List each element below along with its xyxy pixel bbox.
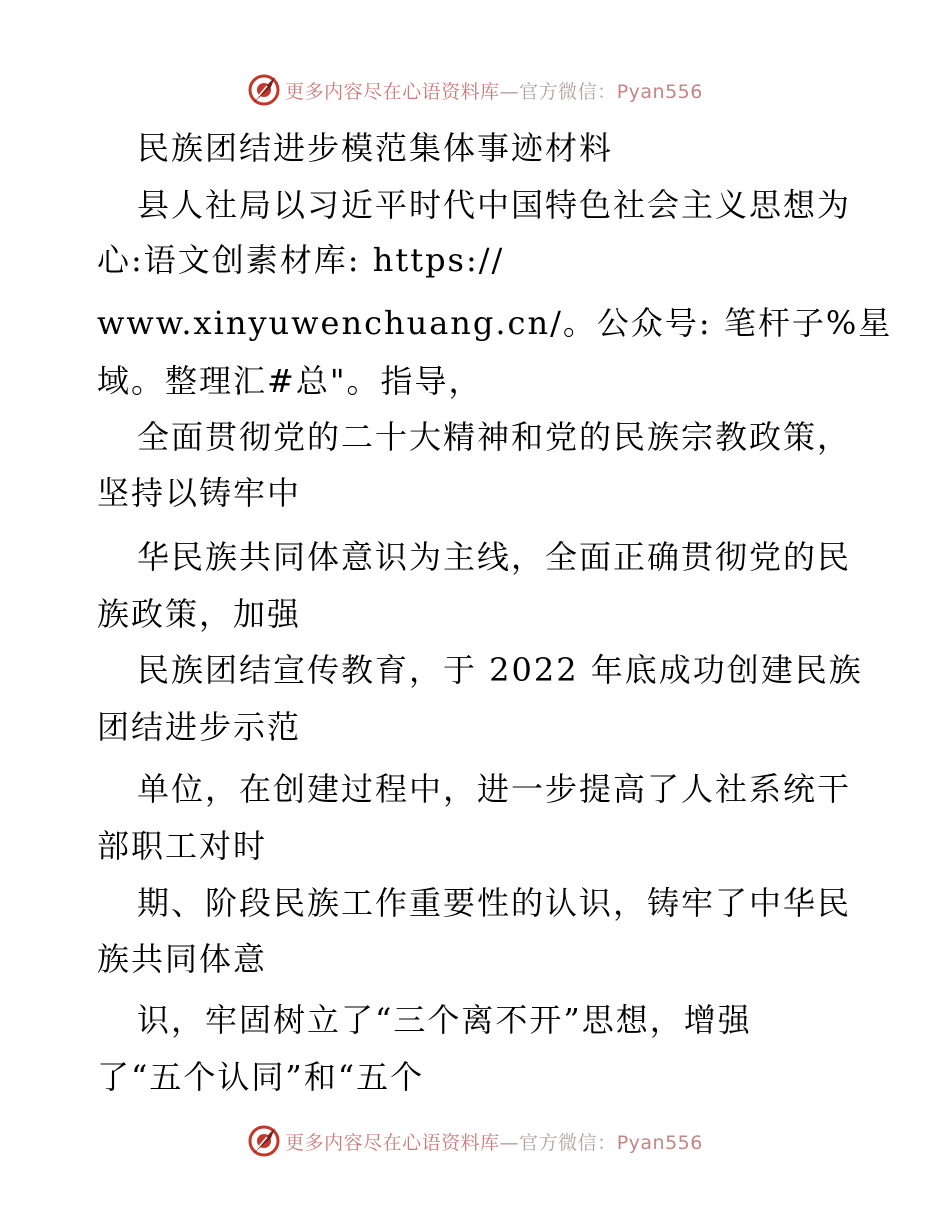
banner-wechat-id: Pyan556 (616, 1131, 703, 1154)
paragraph-line: 全面贯彻党的二十大精神和党的民族宗教政策， (137, 418, 852, 456)
paragraph-line: 族共同体意 (97, 940, 268, 978)
paragraph-line: 团结进步示范 (97, 708, 302, 746)
banner-label: 更多内容尽在心语资料库 (285, 1131, 500, 1154)
quill-pen-logo-icon (247, 73, 281, 107)
paragraph-line: 坚持以铸牢中 (97, 474, 302, 512)
document-body (0, 120, 950, 1110)
header-banner (0, 70, 950, 110)
footer-banner (0, 1121, 950, 1161)
paragraph-line: 部职工对时 (97, 827, 268, 865)
paragraph-line: 期、阶段民族工作重要性的认识，铸牢了中华民 (137, 884, 852, 922)
banner-official-account: —官方微信： (499, 1131, 617, 1154)
quill-pen-logo-icon (247, 1124, 281, 1158)
paragraph-line: 族政策，加强 (97, 595, 302, 633)
paragraph-line: 识，牢固树立了“三个离不开”思想，增强 (137, 1001, 752, 1039)
paragraph-line: 华民族共同体意识为主线，全面正确贯彻党的民 (137, 538, 852, 576)
paragraph-line: 单位，在创建过程中，进一步提高了人社系统干 (137, 770, 852, 808)
paragraph-line: 心:语文创素材库: https:// (97, 241, 505, 279)
banner-wechat-id: Pyan556 (616, 80, 703, 103)
document-title: 民族团结进步模范集体事迹材料 (137, 129, 614, 167)
banner-label: 更多内容尽在心语资料库 (285, 80, 500, 103)
paragraph-line: 域。整理汇#总"。指导， (97, 362, 483, 400)
paragraph-line: 了“五个认同”和“五个 (97, 1058, 425, 1096)
paragraph-line: 民族团结宣传教育，于 2022 年底成功创建民族 (137, 651, 863, 689)
banner-official-account: —官方微信： (499, 80, 617, 103)
paragraph-line: 县人社局以习近平时代中国特色社会主义思想为 (137, 186, 852, 224)
paragraph-line: www.xinyuwenchuang.cn/。公众号: 笔杆子%星 (97, 304, 893, 342)
